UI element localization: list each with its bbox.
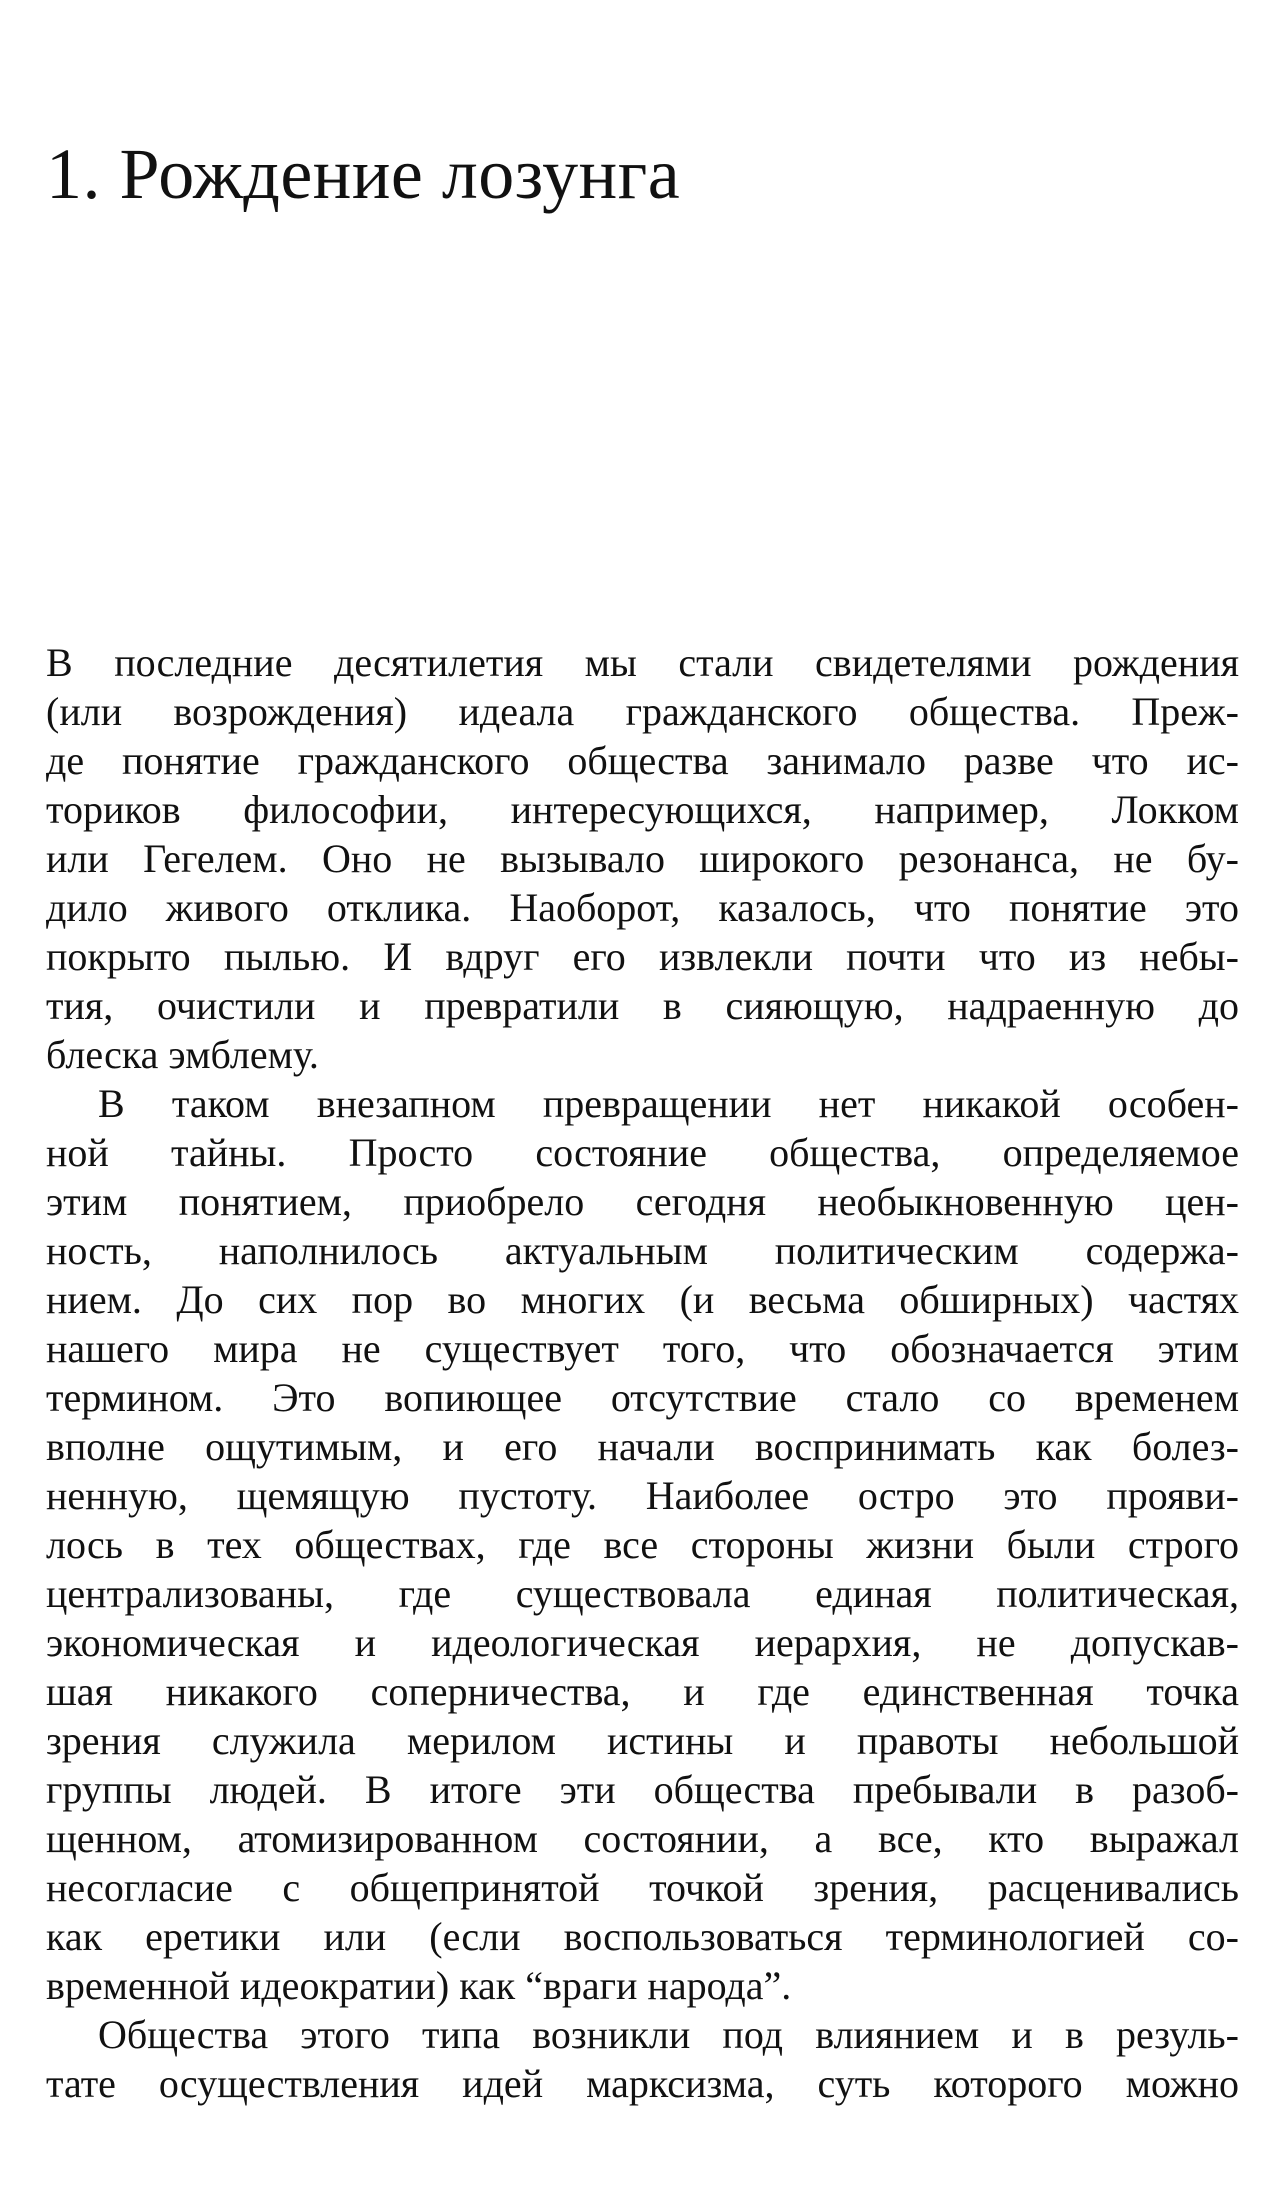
chapter-title: 1. Рождение лозунга [46,134,681,214]
text-line: В таком внезапном превращении нет никакой особен- [98,1081,1239,1126]
text-line: как еретики или (если воспользоваться терминологией со- [46,1914,1239,1959]
text-line: централизованы, где существовала единая политическая, [46,1571,1239,1616]
text-line: нашего мира не существует того, что обозначается этим [46,1326,1239,1371]
text-line: временной идеократии) как “враги народа”. [46,1963,792,2008]
text-line: лось в тех обществах, где все стороны жизни были строго [46,1522,1239,1567]
body-text [46,638,1239,2108]
paragraph-3 [46,2010,1239,2108]
text-line: В последние десятилетия мы стали свидетелями рождения [46,640,1239,685]
text-line: шая никакого соперничества, и где единственная точка [46,1669,1239,1714]
text-line: этим понятием, приобрело сегодня необыкновенную цен- [46,1179,1239,1224]
text-line: экономическая и идеологическая иерархия, не допускав- [46,1620,1239,1665]
text-line: вполне ощутимым, и его начали воспринимать как болез- [46,1424,1239,1469]
text-line: группы людей. В итоге эти общества пребывали в разоб- [46,1767,1239,1812]
text-line: де понятие гражданского общества занимало разве что ис- [46,738,1239,783]
text-line: тия, очистили и превратили в сияющую, надраенную до [46,983,1239,1028]
text-line: зрения служила мерилом истины и правоты небольшой [46,1718,1239,1763]
text-line: дило живого отклика. Наоборот, казалось, что понятие это [46,885,1239,930]
text-line: ность, наполнилось актуальным политическим содержа- [46,1228,1239,1273]
text-line: ненную, щемящую пустоту. Наиболее остро это прояви- [46,1473,1239,1518]
text-line: ной тайны. Просто состояние общества, определяемое [46,1130,1239,1175]
text-line: покрыто пылью. И вдруг его извлекли почти что из небы- [46,934,1239,979]
text-line: щенном, атомизированном состоянии, а все, кто выражал [46,1816,1239,1861]
text-line: ториков философии, интересующихся, например, Локком [46,787,1239,832]
paragraph-1 [46,638,1239,1079]
text-line: нием. До сих пор во многих (и весьма обширных) частях [46,1277,1239,1322]
text-line: Общества этого типа возникли под влиянием и в резуль- [98,2012,1239,2057]
text-line: (или возрождения) идеала гражданского общества. Преж- [46,689,1239,734]
text-line: блеска эмблему. [46,1032,319,1077]
paragraph-2 [46,1079,1239,2010]
text-line: несогласие с общепринятой точкой зрения, расценивались [46,1865,1239,1910]
text-line: или Гегелем. Оно не вызывало широкого резонанса, не бу- [46,836,1239,881]
text-line: тате осуществления идей марксизма, суть которого можно [46,2061,1239,2106]
text-line: термином. Это вопиющее отсутствие стало со временем [46,1375,1239,1420]
